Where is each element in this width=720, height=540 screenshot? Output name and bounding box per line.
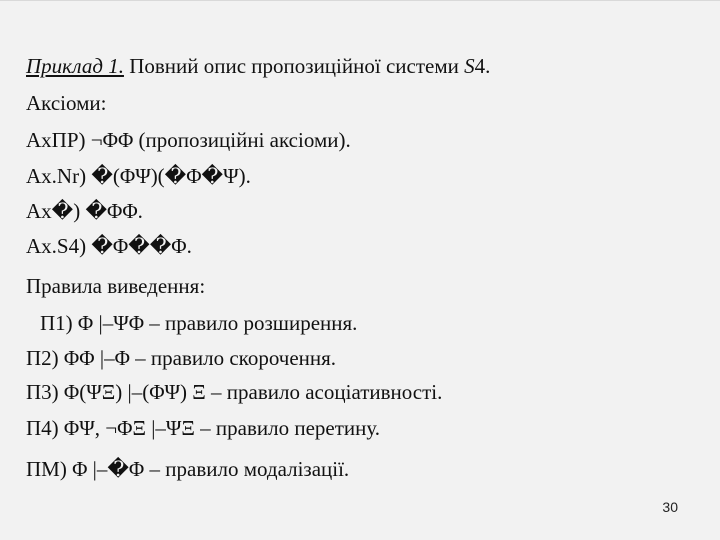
rule-p3: П3) Φ(ΨΞ) |–(ΦΨ) Ξ – правило асоціативності. <box>26 380 443 404</box>
example-label: Приклад 1. <box>26 54 124 78</box>
axiom-nr: Ax.Nr) �(ΦΨ)(�Φ�Ψ). <box>26 164 251 188</box>
axiom-pr: AxПР) ¬ΦΦ (пропозиційні аксіоми). <box>26 128 351 152</box>
title-text: Повний опис пропозиційної системи <box>123 54 465 78</box>
axiom-s4: Ax.S4) �Φ��Φ. <box>26 234 192 258</box>
page-number: 30 <box>662 499 678 515</box>
axiom-box: Ax�) �ΦΦ. <box>26 199 143 223</box>
rule-p4: П4) ΦΨ, ¬ΦΞ |–ΨΞ – правило перетину. <box>26 416 381 440</box>
axioms-heading: Аксіоми: <box>26 91 107 115</box>
rules-heading: Правила виведення: <box>26 274 206 298</box>
slide-title <box>26 56 490 77</box>
system-name: S <box>464 54 475 78</box>
rule-p1: П1) Φ |–ΨΦ – правило розширення. <box>40 311 358 335</box>
rule-pm: ПМ) Φ |–�Φ – правило модалізації. <box>26 457 350 481</box>
system-suffix: 4. <box>474 54 491 78</box>
rule-p2: П2) ΦΦ |–Φ – правило скорочення. <box>26 346 337 370</box>
